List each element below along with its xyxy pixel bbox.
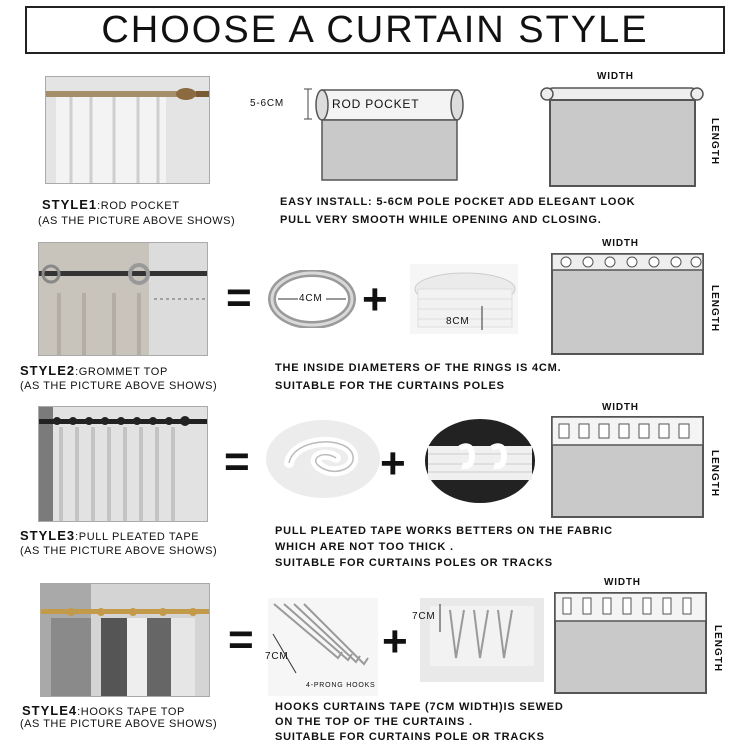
style4-label	[22, 703, 185, 718]
row2-equals: =	[226, 273, 252, 322]
row4-width-label: WIDTH	[604, 577, 641, 588]
pleat-tape-image	[424, 418, 536, 504]
row4-desc-2: ON THE TOP OF THE CURTAINS .	[275, 716, 473, 728]
row4-desc-3: SUITABLE FOR CURTAINS POLE OR TRACKS	[275, 731, 545, 743]
pleated-curtain-image	[39, 407, 208, 522]
style2-label	[20, 363, 168, 378]
row3-plus: +	[380, 439, 406, 488]
rod-pocket-curtain-image	[46, 77, 210, 184]
style4-sub: (AS THE PICTURE ABOVE SHOWS)	[20, 718, 218, 730]
row3-desc-1: PULL PLEATED TAPE WORKS BETTERS ON THE FABRIC	[275, 525, 613, 537]
hook-caption: 4-PRONG HOOKS	[306, 682, 376, 689]
row3-width-diagram	[550, 415, 705, 519]
style1-sub: (AS THE PICTURE ABOVE SHOWS)	[38, 215, 236, 227]
row1-width-diagram	[540, 84, 710, 189]
hooks-tape-size-label: 7CM	[412, 611, 436, 622]
style3-sub: (AS THE PICTURE ABOVE SHOWS)	[20, 545, 218, 557]
style3-type: :PULL PLEATED TAPE	[75, 531, 200, 543]
tape-size-label: 8CM	[446, 316, 470, 327]
row3-desc-2: WHICH ARE NOT TOO THICK .	[275, 541, 454, 553]
ring-size-label: 4CM	[299, 293, 323, 304]
style2-name: STYLE2	[20, 363, 76, 378]
hook-size-label: 7CM	[265, 651, 289, 662]
style2-sub: (AS THE PICTURE ABOVE SHOWS)	[20, 380, 218, 392]
row1-desc-1: EASY INSTALL: 5-6CM POLE POCKET ADD ELEGANT LOOK	[280, 196, 636, 208]
row1-width-label: WIDTH	[597, 71, 634, 82]
page-title: CHOOSE A CURTAIN STYLE	[101, 8, 649, 51]
pocket-size-label: 5-6CM	[250, 98, 285, 109]
style3-name: STYLE3	[20, 528, 76, 543]
rod-pocket-photo	[45, 76, 210, 184]
row2-width-label: WIDTH	[602, 238, 639, 249]
row3-equals: =	[224, 437, 250, 486]
style2-type: :GROMMET TOP	[75, 366, 168, 378]
row2-width-diagram	[550, 252, 705, 356]
row2-length-label: LENGTH	[709, 285, 720, 333]
row2-plus: +	[362, 275, 388, 324]
hooks-tape-image	[420, 598, 544, 682]
hooks-photo	[40, 583, 210, 697]
row4-plus: +	[382, 617, 408, 666]
title-banner	[25, 6, 725, 54]
row3-length-label: LENGTH	[709, 450, 720, 498]
pleat-hook-image	[264, 418, 382, 500]
row3-desc-3: SUITABLE FOR CURTAINS POLES OR TRACKS	[275, 557, 553, 569]
style4-type: :HOOKS TAPE TOP	[77, 706, 185, 718]
style1-name: STYLE1	[42, 197, 98, 212]
style4-name: STYLE4	[22, 703, 78, 718]
style1-type: :ROD POCKET	[97, 200, 180, 212]
grommet-photo	[38, 242, 208, 356]
row1-desc-2: PULL VERY SMOOTH WHILE OPENING AND CLOSING.	[280, 214, 602, 226]
row3-width-label: WIDTH	[602, 402, 639, 413]
rod-pocket-label: ROD POCKET	[332, 97, 420, 111]
row4-desc-1: HOOKS CURTAINS TAPE (7CM WIDTH)IS SEWED	[275, 701, 564, 713]
grommet-curtain-image	[39, 243, 208, 356]
pleated-photo	[38, 406, 208, 522]
row4-length-label: LENGTH	[712, 625, 723, 673]
row4-width-diagram	[553, 591, 708, 695]
style1-label	[42, 197, 180, 212]
row1-length-label: LENGTH	[709, 118, 720, 166]
hooks-curtain-image	[41, 584, 210, 697]
row4-equals: =	[228, 615, 254, 664]
row2-desc-2: SUITABLE FOR THE CURTAINS POLES	[275, 380, 505, 392]
row2-desc-1: THE INSIDE DIAMETERS OF THE RINGS IS 4CM.	[275, 362, 562, 374]
style3-label	[20, 528, 199, 543]
